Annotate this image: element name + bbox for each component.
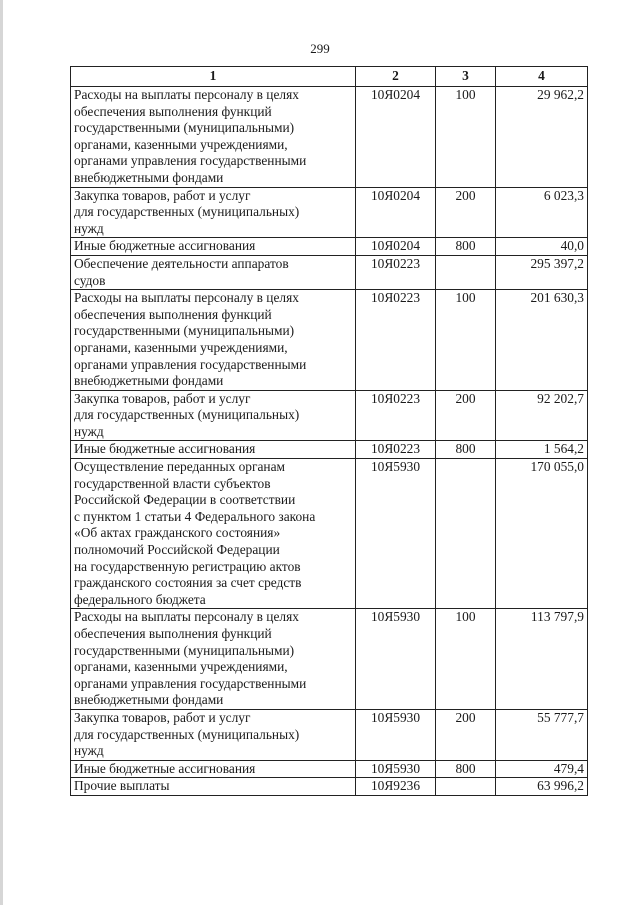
row-name-line: Закупка товаров, работ и услуг bbox=[74, 390, 251, 406]
row-name-line: федерального бюджета bbox=[74, 591, 206, 607]
row-amount: 6 023,3 bbox=[496, 187, 588, 238]
row-name-line: на государственную регистрацию актов bbox=[74, 558, 301, 574]
row-expense-type: 200 bbox=[436, 187, 496, 238]
row-name-line: Прочие выплаты bbox=[74, 778, 170, 794]
table-row bbox=[71, 709, 588, 760]
row-amount: 29 962,2 bbox=[496, 87, 588, 188]
row-name-line: гражданского состояния за счет средств bbox=[74, 575, 302, 591]
table-row bbox=[71, 290, 588, 391]
row-name-line: Иные бюджетные ассигнования bbox=[74, 760, 256, 776]
row-name-line: нужд bbox=[74, 743, 104, 759]
row-name-line: для государственных (муниципальных) bbox=[74, 407, 300, 423]
row-name-line: Расходы на выплаты персоналу в целях bbox=[74, 290, 299, 306]
row-name bbox=[71, 709, 356, 760]
row-name-line: нужд bbox=[74, 423, 104, 439]
row-name bbox=[71, 187, 356, 238]
table-row bbox=[71, 778, 588, 796]
header-col-4: 4 bbox=[496, 67, 588, 87]
row-name bbox=[71, 238, 356, 256]
row-name-line: обеспечения выполнения функций bbox=[74, 103, 272, 119]
row-name-line: Расходы на выплаты персоналу в целях bbox=[74, 87, 299, 102]
table-row bbox=[71, 760, 588, 778]
table-row bbox=[71, 390, 588, 441]
row-name bbox=[71, 255, 356, 289]
table-row bbox=[71, 238, 588, 256]
header-col-2: 2 bbox=[356, 67, 436, 87]
row-name-line: органами управления государственными bbox=[74, 675, 307, 691]
row-amount: 201 630,3 bbox=[496, 290, 588, 391]
row-name bbox=[71, 760, 356, 778]
row-name-line: нужд bbox=[74, 220, 104, 236]
row-code: 10Я5930 bbox=[356, 609, 436, 710]
row-name-line: государственной власти субъектов bbox=[74, 475, 271, 491]
row-name-line: государственными (муниципальными) bbox=[74, 323, 295, 339]
row-name bbox=[71, 778, 356, 796]
row-amount: 113 797,9 bbox=[496, 609, 588, 710]
row-amount: 92 202,7 bbox=[496, 390, 588, 441]
row-name-line: обеспечения выполнения функций bbox=[74, 306, 272, 322]
row-name-line: Закупка товаров, работ и услуг bbox=[74, 187, 251, 203]
table-row bbox=[71, 609, 588, 710]
row-expense-type bbox=[436, 459, 496, 609]
header-col-3: 3 bbox=[436, 67, 496, 87]
table-row bbox=[71, 441, 588, 459]
row-amount: 1 564,2 bbox=[496, 441, 588, 459]
budget-table bbox=[70, 66, 588, 796]
row-name-line: Обеспечение деятельности аппаратов bbox=[74, 255, 289, 271]
row-name-line: судов bbox=[74, 272, 106, 288]
row-name-line: для государственных (муниципальных) bbox=[74, 204, 300, 220]
header-col-1: 1 bbox=[71, 67, 356, 87]
table-row bbox=[71, 255, 588, 289]
row-code: 10Я9236 bbox=[356, 778, 436, 796]
row-name-line: органами управления государственными bbox=[74, 153, 307, 169]
row-name bbox=[71, 441, 356, 459]
row-expense-type bbox=[436, 778, 496, 796]
row-name-line: внебюджетными фондами bbox=[74, 692, 224, 708]
row-code: 10Я0223 bbox=[356, 390, 436, 441]
row-amount: 295 397,2 bbox=[496, 255, 588, 289]
scan-edge bbox=[0, 0, 3, 905]
row-amount: 63 996,2 bbox=[496, 778, 588, 796]
row-name-line: органами, казенными учреждениями, bbox=[74, 659, 288, 675]
row-name-line: государственными (муниципальными) bbox=[74, 642, 295, 658]
row-name-line: обеспечения выполнения функций bbox=[74, 626, 272, 641]
table-row bbox=[71, 87, 588, 188]
row-expense-type: 800 bbox=[436, 441, 496, 459]
row-name-line: Российской Федерации в соответствии bbox=[74, 492, 296, 508]
row-name-line: внебюджетными фондами bbox=[74, 373, 224, 389]
page-number: 299 bbox=[310, 41, 330, 56]
row-expense-type: 100 bbox=[436, 290, 496, 391]
row-code: 10Я0204 bbox=[356, 187, 436, 238]
row-amount: 170 055,0 bbox=[496, 459, 588, 609]
row-expense-type: 200 bbox=[436, 709, 496, 760]
row-code: 10Я5930 bbox=[356, 459, 436, 609]
row-name-line: Расходы на выплаты персоналу в целях bbox=[74, 609, 299, 625]
row-code: 10Я0223 bbox=[356, 255, 436, 289]
row-expense-type: 200 bbox=[436, 390, 496, 441]
row-code: 10Я5930 bbox=[356, 760, 436, 778]
row-name-line: государственными (муниципальными) bbox=[74, 120, 295, 136]
row-name-line: с пунктом 1 статьи 4 Федерального закона bbox=[74, 508, 316, 524]
row-name bbox=[71, 390, 356, 441]
row-name-line: внебюджетными фондами bbox=[74, 169, 224, 185]
table-body bbox=[71, 87, 588, 796]
header-row bbox=[71, 67, 588, 87]
row-expense-type: 800 bbox=[436, 238, 496, 256]
row-name-line: «Об актах гражданского состояния» bbox=[74, 525, 281, 541]
table-row bbox=[71, 459, 588, 609]
row-expense-type: 100 bbox=[436, 87, 496, 188]
row-name bbox=[71, 459, 356, 609]
row-expense-type: 100 bbox=[436, 609, 496, 710]
row-code: 10Я0223 bbox=[356, 441, 436, 459]
row-name-line: органами управления государственными bbox=[74, 356, 307, 372]
row-name-line: Иные бюджетные ассигнования bbox=[74, 238, 256, 254]
row-name-line: для государственных (муниципальных) bbox=[74, 726, 300, 742]
row-expense-type bbox=[436, 255, 496, 289]
row-code: 10Я0204 bbox=[356, 87, 436, 188]
row-name-line: Иные бюджетные ассигнования bbox=[74, 441, 256, 457]
row-name-line: Осуществление переданных органам bbox=[74, 459, 286, 475]
row-amount: 40,0 bbox=[496, 238, 588, 256]
row-code: 10Я0223 bbox=[356, 290, 436, 391]
row-amount: 479,4 bbox=[496, 760, 588, 778]
row-name bbox=[71, 87, 356, 188]
row-name bbox=[71, 609, 356, 710]
row-expense-type: 800 bbox=[436, 760, 496, 778]
row-name bbox=[71, 290, 356, 391]
row-name-line: Закупка товаров, работ и услуг bbox=[74, 709, 251, 725]
row-name-line: органами, казенными учреждениями, bbox=[74, 339, 288, 355]
row-name-line: органами, казенными учреждениями, bbox=[74, 136, 288, 152]
row-code: 10Я0204 bbox=[356, 238, 436, 256]
row-amount: 55 777,7 bbox=[496, 709, 588, 760]
table-row bbox=[71, 187, 588, 238]
row-name-line: полномочий Российской Федерации bbox=[74, 542, 280, 558]
row-code: 10Я5930 bbox=[356, 709, 436, 760]
